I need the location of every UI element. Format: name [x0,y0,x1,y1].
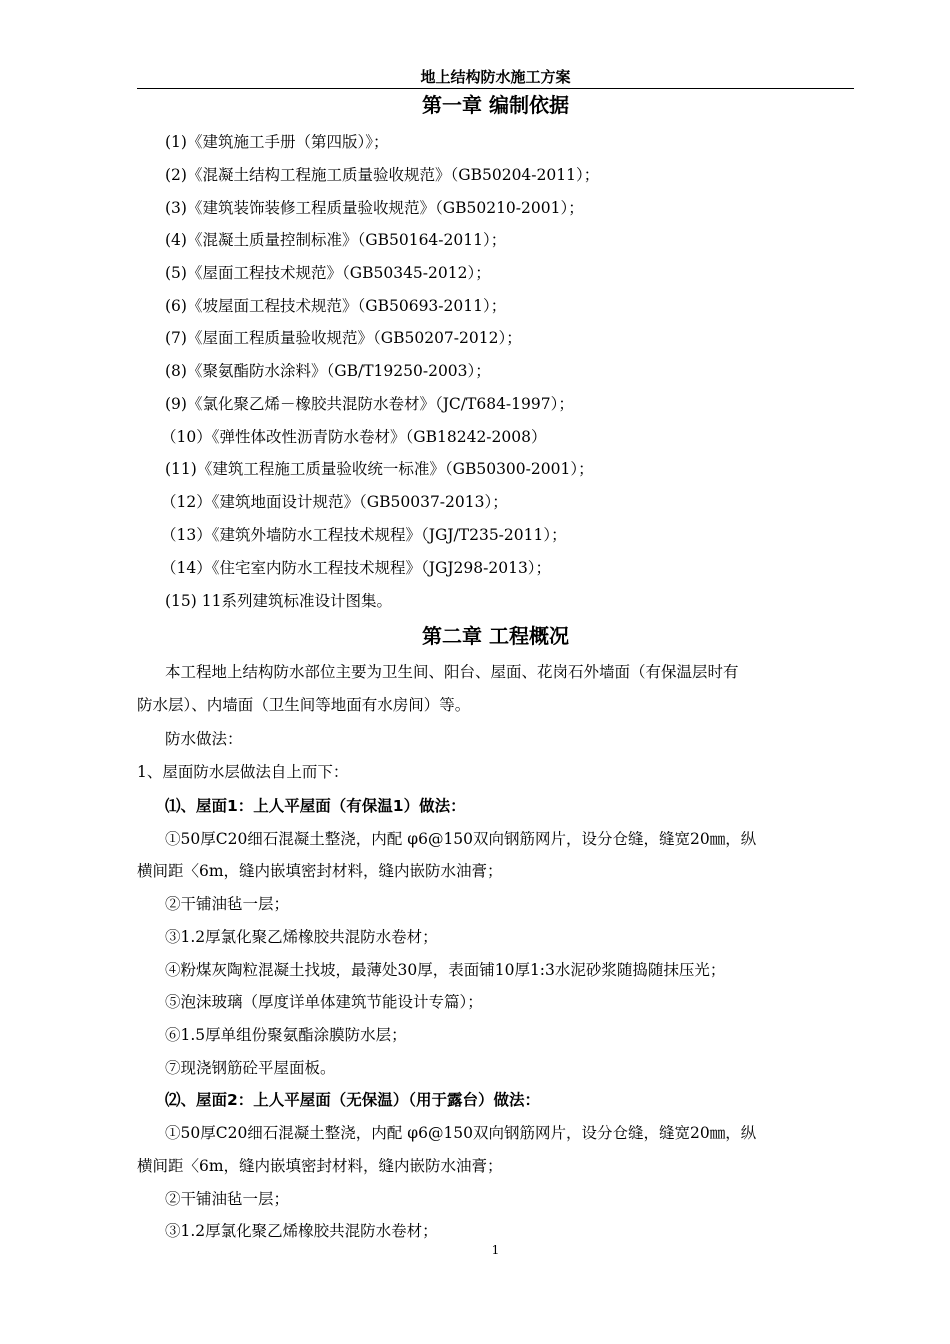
roof-1-step: ③1.2厚氯化聚乙烯橡胶共混防水卷材； [165,928,438,946]
reference-item: (7)《屋面工程质量验收规范》（GB50207-2012）； [165,329,522,347]
chapter-1-title: 第一章 编制依据 [422,93,569,117]
roof-1-step: ⑥1.5厚单组份聚氨酯涂膜防水层； [165,1026,407,1044]
reference-item: （12）《建筑地面设计规范》（GB50037-2013）； [161,493,508,511]
reference-item: （10）《弹性体改性沥青防水卷材》（GB18242-2008） [161,428,547,446]
overview-paragraph-line: 本工程地上结构防水部位主要为卫生间、阳台、屋面、花岗石外墙面（有保温层时有 [165,663,739,681]
reference-item: (3)《建筑装饰装修工程质量验收规范》（GB50210-2001）； [165,199,584,217]
page-number: 1 [491,1243,500,1257]
roof-2-heading: ⑵、屋面2：上人平屋面（无保温）（用于露台）做法： [165,1091,541,1109]
reference-item: (11)《建筑工程施工质量验收统一标准》（GB50300-2001）； [165,460,594,478]
reference-item: (4)《混凝土质量控制标准》（GB50164-2011）； [165,231,507,249]
reference-item: (6)《坡屋面工程技术规范》（GB50693-2011）； [165,297,507,315]
reference-item: （14）《住宅室内防水工程技术规程》（JGJ298-2013）； [161,559,552,577]
roof-1-step: ⑤泡沫玻璃（厚度详单体建筑节能设计专篇）； [165,993,483,1011]
reference-item: (8)《聚氨酯防水涂料》（GB/T19250-2003）； [165,362,491,380]
chapter-2-title: 第二章 工程概况 [422,624,569,648]
reference-item: (15) 11系列建筑标准设计图集。 [165,592,392,610]
header-rule [137,88,854,89]
roof-1-step: ⑦现浇钢筋砼平屋面板。 [165,1059,336,1077]
overview-paragraph-line: 防水层）、内墙面（卫生间等地面有水房间）等。 [137,696,471,714]
reference-item: （13）《建筑外墙防水工程技术规程》（JGJ/T235-2011）； [161,526,567,544]
roof-1-step: ②干铺油毡一层； [165,895,290,913]
roof-2-step: ①50厚C20细石混凝土整浇，内配 φ6@150双向钢筋网片，设分仓缝，缝宽20㎜，纵 [165,1124,757,1142]
method-label: 防水做法： [165,730,243,748]
running-header: 地上结构防水施工方案 [420,68,571,86]
roof-section-heading: 1、屋面防水层做法自上而下： [137,763,349,781]
roof-2-step: ③1.2厚氯化聚乙烯橡胶共混防水卷材； [165,1222,438,1240]
reference-item: (1)《建筑施工手册（第四版）》； [165,133,389,151]
roof-1-step: 横间距〈6m，缝内嵌填密封材料，缝内嵌防水油膏； [137,862,503,880]
reference-item: (9)《氯化聚乙烯－橡胶共混防水卷材》（JC/T684-1997）； [165,395,574,413]
roof-2-step: 横间距〈6m，缝内嵌填密封材料，缝内嵌防水油膏； [137,1157,503,1175]
reference-item: (5)《屋面工程技术规范》（GB50345-2012）； [165,264,491,282]
roof-1-step: ④粉煤灰陶粒混凝土找坡，最薄处30厚，表面铺10厚1:3水泥砂浆随捣随抹压光； [165,961,726,979]
roof-1-step: ①50厚C20细石混凝土整浇，内配 φ6@150双向钢筋网片，设分仓缝，缝宽20㎜，纵 [165,830,757,848]
roof-2-step: ②干铺油毡一层； [165,1190,290,1208]
reference-item: (2)《混凝土结构工程施工质量验收规范》（GB50204-2011）； [165,166,600,184]
roof-1-heading: ⑴、屋面1：上人平屋面（有保温1）做法： [165,797,466,815]
